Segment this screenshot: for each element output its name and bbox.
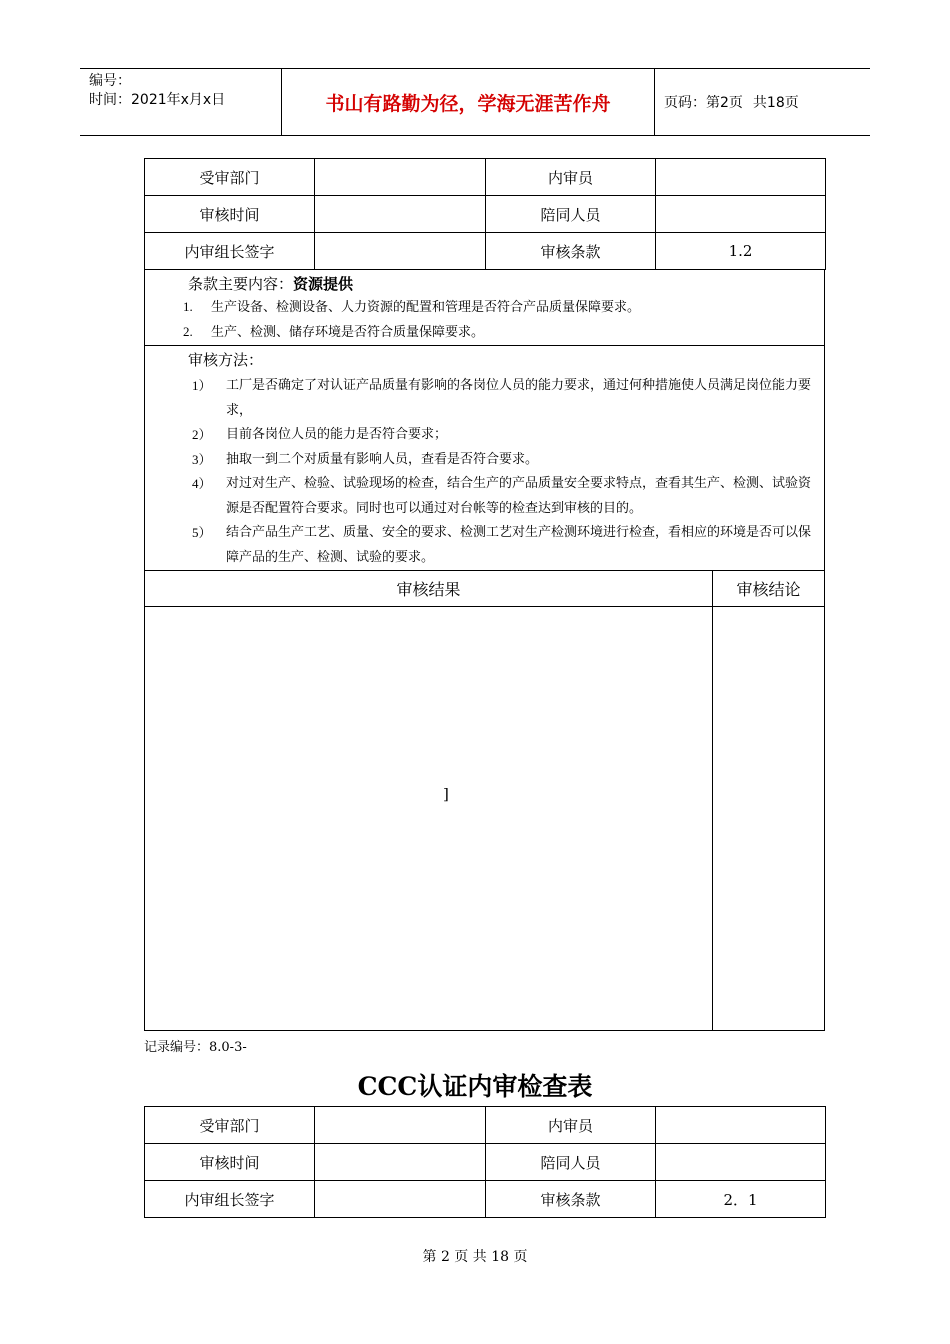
audit-info-table-2 [144, 1106, 826, 1218]
item-text: 结合产品生产工艺、质量、安全的要求、检测工艺对生产检测环境进行检查，看相应的环境是否可以保障产品的生产、检测、试验的要求。 [226, 525, 812, 565]
header-meta [80, 69, 282, 135]
label-cell: 审核条款 [486, 233, 656, 270]
label-cell: 受审部门 [145, 159, 315, 196]
label-cell: 审核时间 [145, 196, 315, 233]
item-number: 2. [183, 324, 193, 339]
label-cell: 内审员 [486, 159, 656, 196]
value-cell[interactable] [315, 196, 486, 233]
value-cell[interactable]: 1.2 [656, 233, 826, 270]
value-cell[interactable] [315, 1181, 486, 1218]
label-cell: 审核条款 [486, 1181, 656, 1218]
table-row [145, 196, 826, 233]
value-cell[interactable]: 2．1 [656, 1181, 826, 1218]
label-cell: 内审组长签字 [145, 1181, 315, 1218]
item-number: 5） [192, 525, 212, 540]
item-text: 目前各岗位人员的能力是否符合要求； [226, 427, 448, 442]
list-item [188, 472, 814, 521]
list-item [188, 423, 814, 448]
item-number: 1. [183, 299, 193, 314]
item-text: 抽取一到二个对质量有影响人员，查看是否符合要求。 [226, 451, 539, 467]
item-number: 1） [192, 378, 212, 393]
value-cell[interactable] [656, 1107, 826, 1144]
value-cell[interactable] [656, 1144, 826, 1181]
clause-title: 资源提供 [293, 275, 354, 293]
label-cell: 内审员 [486, 1107, 656, 1144]
method-heading: 审核方法： [188, 351, 264, 369]
item-number: 2） [192, 427, 212, 442]
item-text: 工厂是否确定了对认证产品质量有影响的各岗位人员的能力要求，通过何种措施使人员满足岗位能力要求， [226, 378, 812, 418]
list-item [183, 320, 824, 345]
result-cell[interactable] [145, 606, 713, 1030]
value-cell[interactable] [315, 159, 486, 196]
table-row [145, 1107, 826, 1144]
page-header [80, 68, 870, 136]
method-section [144, 345, 825, 571]
table-row [145, 233, 826, 270]
label-cell: 受审部门 [145, 1107, 315, 1144]
clause-heading [188, 273, 824, 295]
page-label: 页码：第2页 [664, 95, 743, 111]
list-item [188, 521, 814, 570]
list-item [188, 374, 814, 423]
record-number: 记录编号：8.0-3- [144, 1040, 247, 1055]
table-row [145, 1144, 826, 1181]
result-column-header: 审核结果 [145, 571, 713, 606]
clause-section [144, 270, 825, 346]
value-cell[interactable] [656, 159, 826, 196]
total-label: 共18页 [752, 95, 799, 111]
item-text: 生产、检测、储存环境是否符合质量保障要求。 [211, 325, 485, 340]
header-page-info [655, 69, 870, 135]
value-cell[interactable] [656, 196, 826, 233]
label-cell: 内审组长签字 [145, 233, 315, 270]
clause-prefix: 条款主要内容： [188, 275, 294, 293]
list-item [188, 448, 814, 473]
value-cell[interactable] [315, 1144, 486, 1181]
label-cell: 陪同人员 [486, 1144, 656, 1181]
header-motto: 书山有路勤为径，学海无涯苦作舟 [282, 69, 655, 135]
audit-info-table-1 [144, 158, 826, 270]
result-mark: ] [443, 785, 449, 803]
result-body-row [144, 606, 825, 1031]
item-text: 对过对生产、检验、试验现场的检查，结合生产的产品质量安全要求特点，查看其生产、检测、试验资源是否配置符合要求。同时也可以通过对台帐等的检查达到审核的目的。 [226, 476, 812, 516]
item-number: 4） [192, 476, 212, 491]
document-title: CCC认证内审检查表 [357, 1072, 593, 1101]
conclusion-column-header: 审核结论 [736, 580, 801, 599]
page-footer: 第 2 页 共 18 页 [422, 1249, 528, 1265]
number-label: 编号： [89, 73, 131, 89]
date-label: 时间：2021年x月x日 [89, 92, 226, 108]
label-cell: 审核时间 [145, 1144, 315, 1181]
item-text: 生产设备、检测设备、人力资源的配置和管理是否符合产品质量保障要求。 [211, 300, 641, 315]
value-cell[interactable] [315, 233, 486, 270]
table-row [145, 159, 826, 196]
result-header-row [144, 570, 825, 607]
value-cell[interactable] [315, 1107, 486, 1144]
label-cell: 陪同人员 [486, 196, 656, 233]
item-number: 3） [192, 451, 212, 467]
table-row [145, 1181, 826, 1218]
list-item [183, 295, 824, 320]
